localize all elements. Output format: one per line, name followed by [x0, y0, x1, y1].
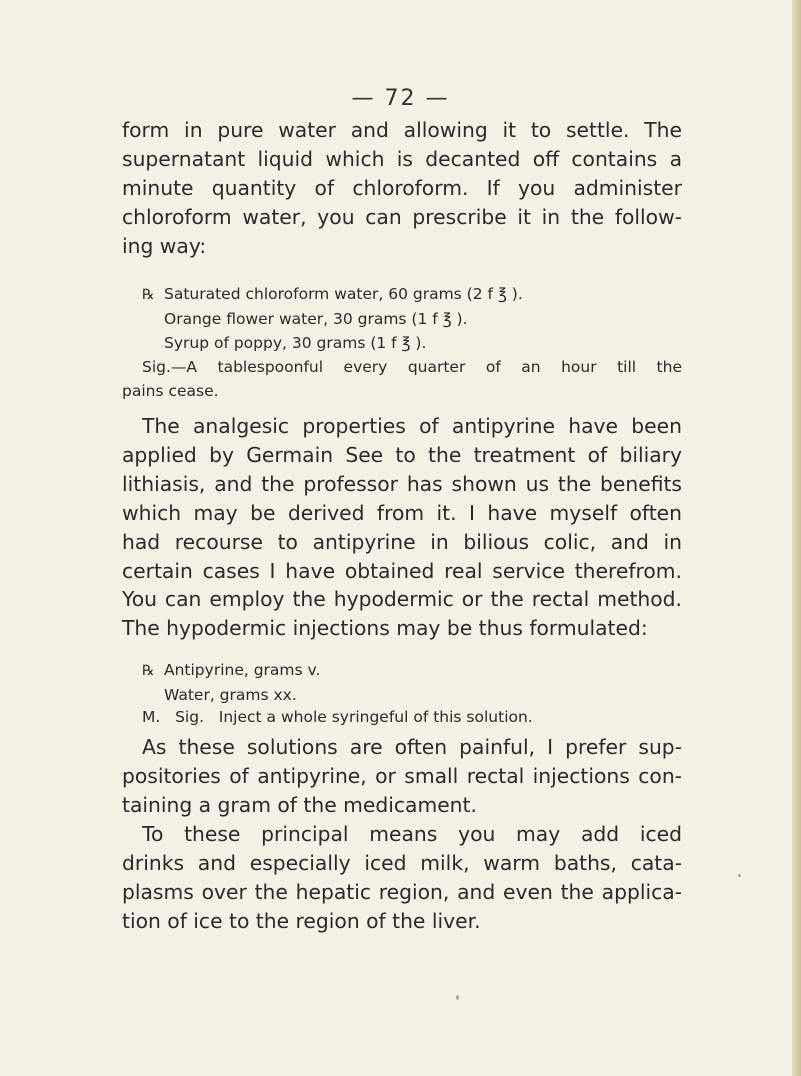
paragraph-2 [122, 412, 682, 643]
text-line: Sig.—A tablespoonful every quarter of an hour till the [142, 358, 682, 376]
prescription-1 [122, 282, 682, 355]
page-edge [792, 0, 801, 1076]
prescription-line: Antipyrine, grams v. [164, 661, 321, 679]
paragraph-4 [122, 820, 682, 936]
prescription-line: Syrup of poppy, 30 grams (1 f ℥ ). [164, 334, 427, 352]
signature-instruction-2 [122, 706, 682, 730]
text-line: plasms over the hepatic region, and even the applica- [122, 879, 682, 904]
text-line: M. Sig. Inject a whole syringeful of this solution. [142, 708, 533, 726]
text-line: minute quantity of chloroform. If you administer [122, 175, 682, 200]
text-line: positories of antipyrine, or small rectal injections con- [122, 763, 682, 788]
text-line: taining a gram of the medicament. [122, 792, 477, 817]
text-line: The hypodermic injections may be thus formulated: [122, 616, 648, 641]
prescription-line: Orange flower water, 30 grams (1 f ℥ ). [164, 310, 468, 328]
recipe-symbol: ℞ [142, 663, 155, 679]
prescription-line: Water, grams xx. [164, 686, 297, 704]
recipe-symbol: ℞ [142, 287, 155, 303]
page-number: — 72 — [351, 86, 450, 111]
text-line: had recourse to antipyrine in bilious colic, and in [122, 529, 682, 554]
prescription-2 [122, 658, 682, 707]
text-line: pains cease. [122, 381, 219, 400]
text-line: tion of ice to the region of the liver. [122, 908, 481, 933]
paragraph-3 [122, 733, 682, 820]
text-line: ing way: [122, 233, 207, 258]
text-line: To these principal means you may add iced [142, 822, 682, 846]
paragraph-1 [122, 116, 682, 261]
text-line: supernatant liquid which is decanted off contains a [122, 146, 682, 171]
text-line: certain cases I have obtained real service therefrom. [122, 558, 682, 583]
text-line: As these solutions are often painful, I prefer sup- [142, 735, 682, 759]
text-line: which may be derived from it. I have myself often [122, 500, 682, 525]
text-line: lithiasis, and the professor has shown us the benefits [122, 471, 682, 496]
text-line: chloroform water, you can prescribe it in the follow- [122, 204, 682, 229]
text-line: form in pure water and allowing it to settle. The [122, 118, 682, 142]
paper-speck [738, 874, 741, 877]
paper-speck [456, 995, 459, 1000]
text-line: The analgesic properties of antipyrine have been [142, 414, 682, 438]
signature-instruction-1 [122, 356, 682, 403]
text-line: applied by Germain See to the treatment of biliary [122, 442, 682, 467]
text-line: You can employ the hypodermic or the rectal method. [122, 587, 682, 612]
text-line: drinks and especially iced milk, warm baths, cata- [122, 850, 682, 875]
prescription-line: Saturated chloroform water, 60 grams (2 f ℥ ). [164, 285, 523, 303]
